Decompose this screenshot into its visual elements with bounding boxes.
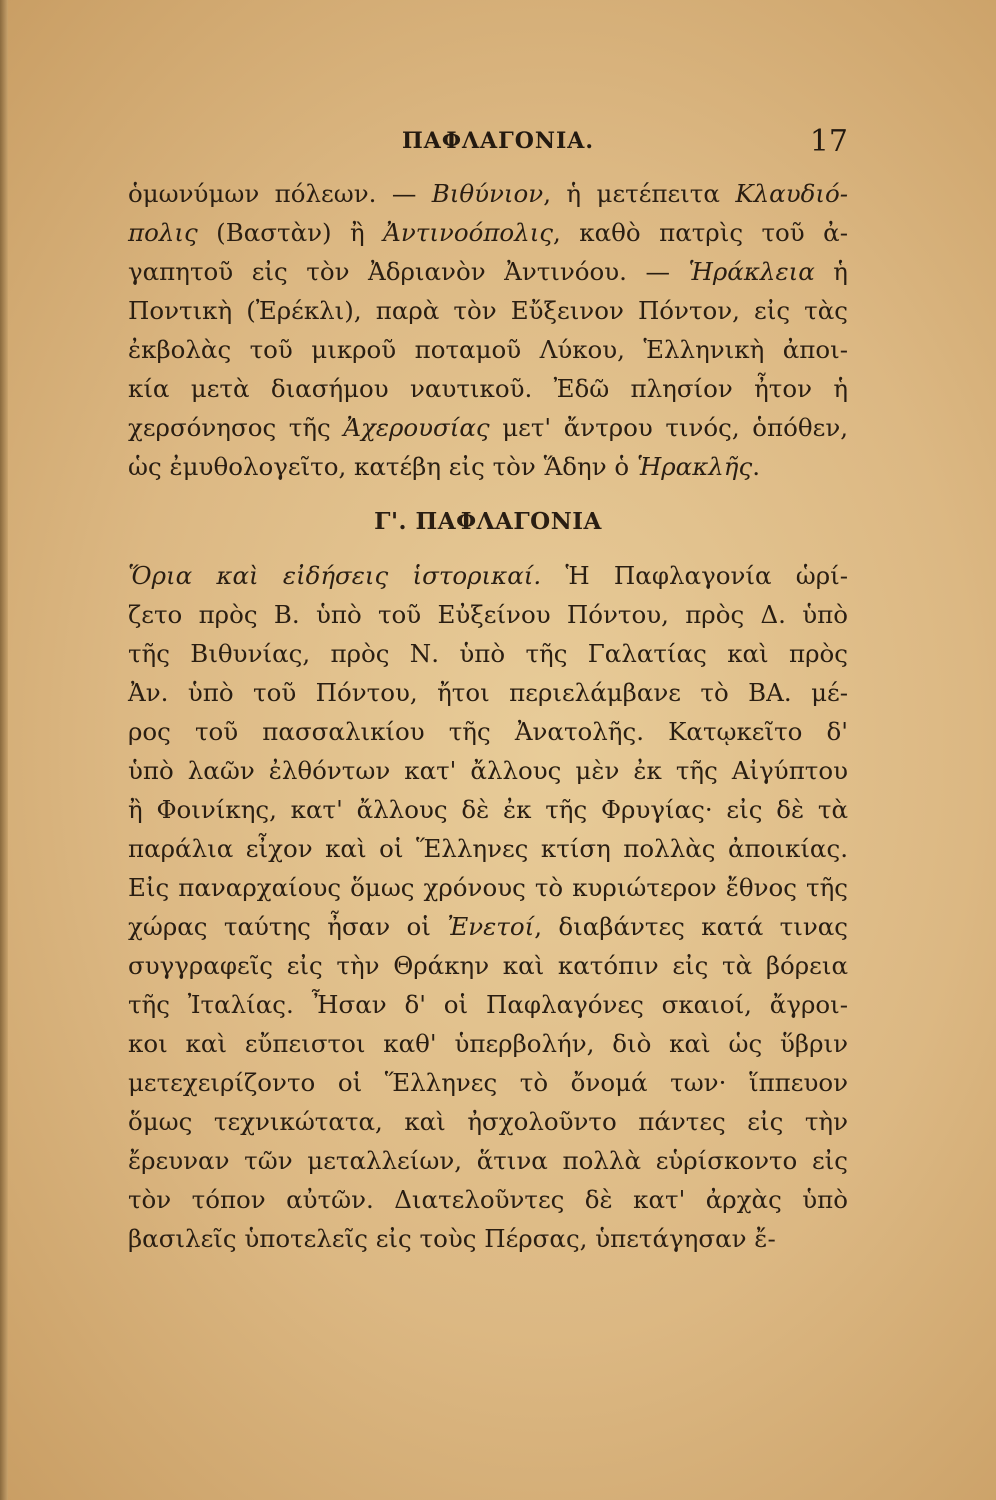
text-run: ὁμωνύμων πόλεων. —: [128, 179, 432, 208]
text-line: [128, 174, 848, 213]
text-line: [128, 369, 848, 408]
text-run: γαπητοῦ εἰς τὸν Ἀδριανὸν Ἀντινόου. —: [128, 257, 689, 286]
text-line: [128, 790, 848, 829]
text-run: ἔρευναν τῶν μεταλλείων, ἅτινα πολλὰ εὑρίσκοντο εἰς: [128, 1146, 848, 1175]
text-run: βασιλεῖς ὑποτελεῖς εἰς τοὺς Πέρσας, ὑπετάγησαν ἔ-: [128, 1224, 776, 1253]
text-line: [128, 408, 848, 447]
text-run: Ἡ Παφλαγονία ὡρί-: [541, 561, 849, 590]
text-run: (Βαστὰν) ἢ: [197, 218, 384, 247]
text-line: [128, 595, 848, 634]
italic-text-run: Ἡρακλῆς: [636, 452, 753, 481]
running-head-title: ΠΑΦΛΑΓΟΝΙΑ.: [401, 128, 595, 154]
text-run: Εἰς παναρχαίους ὅμως χρόνους τὸ κυριώτερον ἔθνος τῆς: [128, 873, 848, 902]
section-heading: Γ'. ΠΑΦΛΑΓΟΝΙΑ: [374, 508, 602, 535]
text-run: ἐκβολὰς τοῦ μικροῦ ποταμοῦ Λύκου, Ἑλληνικὴ ἀποι-: [128, 335, 848, 364]
text-run: ζετο πρὸς Β. ὑπὸ τοῦ Εὐξείνου Πόντου, πρὸς Δ. ὑπὸ: [128, 600, 848, 629]
text-line: [128, 291, 848, 330]
text-line: [128, 330, 848, 369]
text-run: ὡς ἐμυθολογεῖτο, κατέβη εἰς τὸν Ἅδην ὁ: [128, 452, 637, 481]
text-line: [128, 751, 848, 790]
text-run: Ποντικὴ (Ἐρέκλι), παρὰ τὸν Εὔξεινον Πόντον, εἰς τὰς: [128, 296, 848, 325]
text-run: , καθὸ πατρὶς τοῦ ἀ-: [553, 218, 848, 247]
text-run: χώρας ταύτης ἦσαν οἱ: [128, 912, 448, 941]
text-run: ἡ: [814, 257, 848, 286]
text-line: [128, 1024, 848, 1063]
running-head: [148, 124, 848, 164]
text-line: [128, 829, 848, 868]
text-run: , διαβάντες κατά τινας: [534, 912, 848, 941]
text-run: κοι καὶ εὔπειστοι καθ' ὑπερβολήν, διὸ καὶ ὡς ὕβριν: [128, 1029, 848, 1058]
text-run: παράλια εἶχον καὶ οἱ Ἕλληνες κτίση πολλὰς ἀποικίας.: [128, 834, 848, 863]
text-line: [128, 712, 848, 751]
italic-text-run: Ἀχερουσίας: [343, 413, 490, 442]
text-line: [128, 213, 848, 252]
text-line: [128, 447, 848, 486]
text-run: ὑπὸ λαῶν ἐλθόντων κατ' ἄλλους μὲν ἐκ τῆς Αἰγύπτου: [128, 756, 848, 785]
text-line: [128, 907, 848, 946]
paragraph-herakleia: [128, 174, 848, 486]
text-line: [128, 673, 848, 712]
page-number: 17: [809, 124, 848, 159]
text-line: [128, 252, 848, 291]
text-line: [128, 1102, 848, 1141]
text-run: .: [752, 452, 760, 481]
text-run: ρος τοῦ πασσαλικίου τῆς Ἀνατολῆς. Κατῳκεῖτο δ': [128, 717, 848, 746]
text-line: [128, 556, 848, 595]
binding-edge: [0, 0, 8, 1500]
text-run: συγγραφεῖς εἰς τὴν Θράκην καὶ κατόπιν εἰς τὰ βόρεια: [128, 951, 848, 980]
italic-text-run: Ἐνετοί: [447, 912, 535, 941]
text-line: [128, 946, 848, 985]
paragraph-paphlagonia: [128, 556, 848, 1258]
text-line: [128, 985, 848, 1024]
italic-text-run: Ὅρια καὶ εἰδήσεις ἱστορικαί.: [128, 561, 542, 590]
text-line: [128, 634, 848, 673]
text-run: μετεχειρίζοντο οἱ Ἕλληνες τὸ ὄνομά των· ἵππευον: [128, 1068, 848, 1097]
body-text: [128, 174, 848, 1258]
text-run: τὸν τόπον αὐτῶν. Διατελοῦντες δὲ κατ' ἀρχὰς ὑπὸ: [128, 1185, 848, 1214]
text-line: [128, 1219, 848, 1258]
italic-text-run: Ἡράκλεια: [688, 257, 815, 286]
italic-text-run: Βιθύνιον: [431, 179, 544, 208]
text-run: τῆς Ἰταλίας. Ἦσαν δ' οἱ Παφλαγόνες σκαιοί, ἄγροι-: [128, 990, 848, 1019]
italic-text-run: Ἀντινοόπολις: [383, 218, 554, 247]
italic-text-run: πολις: [128, 218, 198, 247]
text-run: μετ' ἄντρου τινός, ὁπόθεν,: [489, 413, 849, 442]
text-run: ἢ Φοινίκης, κατ' ἄλλους δὲ ἐκ τῆς Φρυγίας· εἰς δὲ τὰ: [128, 795, 848, 824]
text-run: κία μετὰ διασήμου ναυτικοῦ. Ἐδῶ πλησίον ἦτον ἡ: [128, 374, 848, 403]
text-line: [128, 1063, 848, 1102]
text-run: ὅμως τεχνικώτατα, καὶ ἠσχολοῦντο πάντες εἰς τὴν: [128, 1107, 848, 1136]
italic-text-run: Κλαυδιό-: [735, 179, 848, 208]
text-line: [128, 868, 848, 907]
text-run: τῆς Βιθυνίας, πρὸς Ν. ὑπὸ τῆς Γαλατίας καὶ πρὸς: [128, 639, 848, 668]
text-line: [128, 1141, 848, 1180]
text-line: [128, 1180, 848, 1219]
text-run: Ἀν. ὑπὸ τοῦ Πόντου, ἤτοι περιελάμβανε τὸ ΒΑ. μέ-: [128, 678, 848, 707]
text-run: χερσόνησος τῆς: [128, 413, 344, 442]
text-run: , ἡ μετέπειτα: [543, 179, 736, 208]
